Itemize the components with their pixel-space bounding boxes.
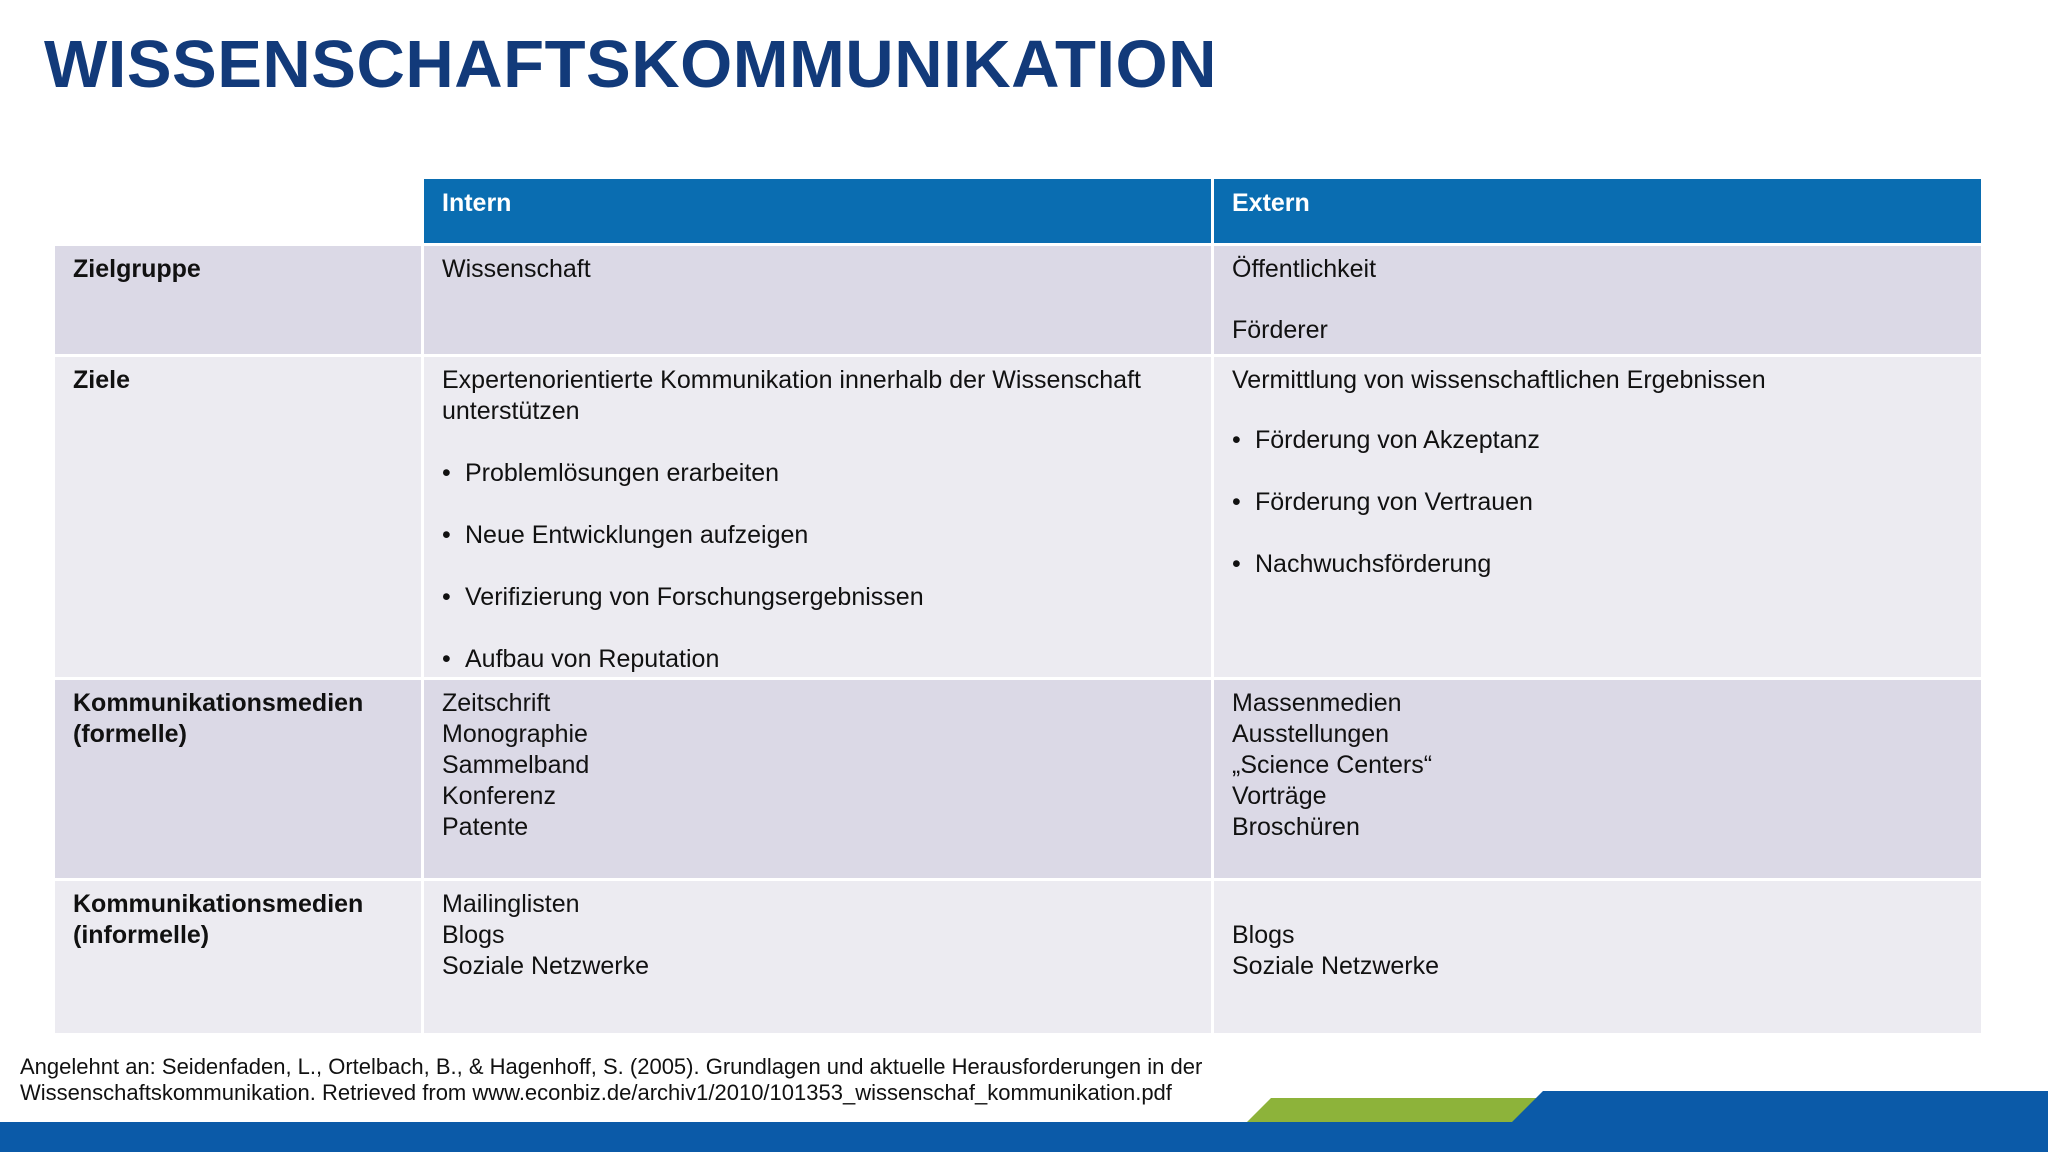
- list-item: [1232, 487, 1963, 518]
- list-item: [1232, 549, 1963, 580]
- row-label-line: (formelle): [73, 720, 187, 748]
- cell-intern-medien-informell: [423, 880, 1213, 1035]
- cell-text: Öffentlichkeit: [1232, 255, 1377, 283]
- list-item-text: Problemlösungen erarbeiten: [465, 459, 780, 487]
- bullet-icon: •: [1232, 488, 1241, 516]
- list-item: [442, 582, 1193, 613]
- cell-text: Broschüren: [1232, 813, 1360, 841]
- row-label-ziele: Ziele: [54, 356, 423, 679]
- cell-intern-zielgruppe: [423, 245, 1213, 356]
- table-row-medien-informell: [54, 880, 1983, 1035]
- decorative-blue-wedge: [1510, 1091, 2048, 1124]
- list-item-text: Aufbau von Reputation: [465, 645, 720, 673]
- row-label-medien-formell: [54, 679, 423, 880]
- table-row-medien-formell: [54, 679, 1983, 880]
- list-item: [442, 520, 1193, 551]
- list-item-text: Förderung von Akzeptanz: [1255, 426, 1540, 454]
- list-item: [442, 458, 1193, 489]
- table-row-zielgruppe: [54, 245, 1983, 356]
- cell-text: Sammelband: [442, 751, 590, 779]
- cell-text: „Science Centers“: [1232, 751, 1433, 779]
- row-label-line: Kommunikationsmedien: [73, 890, 364, 918]
- cell-text: Wissenschaft: [442, 255, 591, 283]
- cell-text: Vorträge: [1232, 782, 1327, 810]
- spacer: [1232, 285, 1963, 315]
- list-item-text: Förderung von Vertrauen: [1255, 488, 1533, 516]
- cell-text: Patente: [442, 813, 529, 841]
- table-header-row: [54, 178, 1983, 245]
- cell-text: Konferenz: [442, 782, 556, 810]
- cell-intern-medien-formell: [423, 679, 1213, 880]
- spacer: [1232, 889, 1963, 920]
- cell-text: Blogs: [1232, 921, 1295, 949]
- bullet-icon: •: [442, 645, 451, 673]
- header-extern: Extern: [1213, 178, 1983, 245]
- row-label-medien-informell: [54, 880, 423, 1035]
- cell-intro-text: Expertenorientierte Kommunikation innerhalb der Wissenschaft unterstützen: [442, 366, 1141, 425]
- cell-text: Soziale Netzwerke: [442, 952, 650, 980]
- header-intern: Intern: [423, 178, 1213, 245]
- list-item-text: Neue Entwicklungen aufzeigen: [465, 521, 809, 549]
- list-item: [442, 644, 1193, 675]
- decorative-bottom-band: [0, 1122, 2048, 1152]
- cell-text: Massenmedien: [1232, 689, 1402, 717]
- row-label-line: (informelle): [73, 921, 210, 949]
- cell-text: Ausstellungen: [1232, 720, 1390, 748]
- bullet-icon: •: [442, 459, 451, 487]
- citation-line: Wissenschaftskommunikation. Retrieved from www.econbiz.de/archiv1/2010/101353_wissenschaf_kommunikation.pdf: [20, 1080, 1172, 1105]
- cell-text: Mailinglisten: [442, 890, 580, 918]
- source-citation: [20, 1054, 1202, 1106]
- list-item-text: Verifizierung von Forschungsergebnissen: [465, 583, 924, 611]
- bullet-icon: •: [442, 583, 451, 611]
- cell-extern-medien-formell: [1213, 679, 1983, 880]
- cell-text: Soziale Netzwerke: [1232, 952, 1440, 980]
- row-label-line: Kommunikationsmedien: [73, 689, 364, 717]
- decorative-green-stripe: [1245, 1098, 1551, 1124]
- cell-text: Blogs: [442, 921, 505, 949]
- comparison-table: [52, 176, 1984, 1036]
- bullet-icon: •: [1232, 426, 1241, 454]
- list-item: [1232, 425, 1963, 456]
- cell-extern-zielgruppe: [1213, 245, 1983, 356]
- cell-intro-text: Vermittlung von wissenschaftlichen Ergebnissen: [1232, 366, 1766, 394]
- cell-text: Förderer: [1232, 316, 1328, 344]
- cell-extern-ziele: [1213, 356, 1983, 679]
- citation-line: Angelehnt an: Seidenfaden, L., Ortelbach, B., & Hagenhoff, S. (2005). Grundlagen und aktuelle Herausforderungen in der: [20, 1054, 1203, 1079]
- row-label-zielgruppe: Zielgruppe: [54, 245, 423, 356]
- bullet-icon: •: [442, 521, 451, 549]
- cell-intern-ziele: [423, 356, 1213, 679]
- cell-extern-medien-informell: [1213, 880, 1983, 1035]
- header-corner-cell: [54, 178, 423, 245]
- table-row-ziele: [54, 356, 1983, 679]
- cell-text: Zeitschrift: [442, 689, 551, 717]
- cell-text: Monographie: [442, 720, 588, 748]
- slide-title: WISSENSCHAFTSKOMMUNIKATION: [44, 27, 1218, 102]
- bullet-icon: •: [1232, 550, 1241, 578]
- list-item-text: Nachwuchsförderung: [1255, 550, 1492, 578]
